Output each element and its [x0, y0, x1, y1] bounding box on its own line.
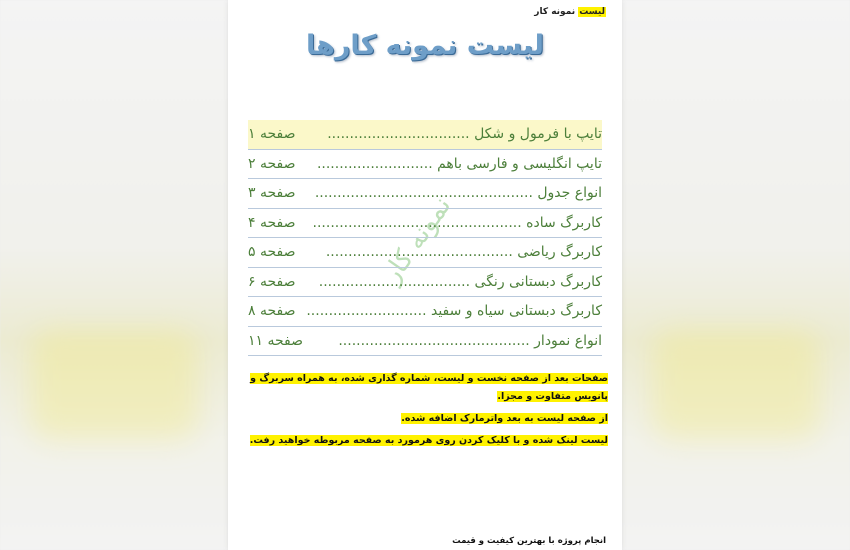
toc-item-title: تایپ با فرمول و شکل ................................ [327, 126, 602, 142]
toc-item-page: صفحه ۵ [248, 244, 296, 260]
toc-item-page: صفحه ۲ [248, 155, 296, 172]
watermark: نمونه کار [376, 191, 458, 289]
toc-item-page: صفحه ۴ [248, 214, 296, 231]
toc-item-page: صفحه ۳ [248, 185, 296, 201]
note-text: لیست لینک شده و با کلیک کردن روی هرمورد به صفحه مربوطه خواهید رفت. [249, 435, 608, 446]
toc-item[interactable] [248, 209, 602, 239]
toc-item[interactable] [248, 120, 602, 150]
toc-item-title: کاربرگ ساده ............................................... [312, 214, 602, 231]
toc-item[interactable] [248, 238, 602, 268]
toc-item-title: کاربرگ دبستانی سیاه و سفید ........................... [306, 303, 602, 319]
background-right [622, 0, 850, 550]
note-paragraph [246, 410, 608, 428]
page-title: لیست نمونه کارها [306, 30, 544, 61]
note-paragraph [246, 432, 608, 450]
toc-item[interactable] [248, 150, 602, 180]
toc-item[interactable] [248, 268, 602, 298]
header-highlight: لیست [579, 7, 605, 17]
notes-block [246, 370, 608, 454]
toc-item[interactable] [248, 327, 602, 357]
page-footer: انجام پروژه با بهترین کیفیت و قیمت [452, 536, 606, 546]
toc-item[interactable] [248, 297, 602, 327]
toc-item[interactable] [248, 179, 602, 209]
toc-item-page: صفحه ۱۱ [248, 332, 304, 349]
toc-item-page: صفحه ۱ [248, 126, 296, 142]
document-page [228, 0, 622, 550]
toc-item-page: صفحه ۸ [248, 303, 296, 319]
toc-item-title: انواع جدول ................................................. [314, 185, 602, 201]
note-text: صفحات بعد از صفحه نخست و لیست، شماره گذاری شده، به همراه سربرگ و پانویس متفاوت و مجزا. [250, 373, 608, 402]
page-header [534, 7, 606, 17]
note-paragraph [246, 370, 608, 406]
table-of-contents [248, 120, 602, 356]
toc-item-title: کاربرگ ریاضی .......................................... [325, 244, 602, 260]
toc-item-title: انواع نمودار ........................................... [338, 332, 602, 349]
note-text: از صفحه لیست به بعد واترمارک اضافه شده. [401, 413, 608, 424]
toc-item-title: تایپ انگلیسی و فارسی باهم .......................... [316, 155, 602, 172]
toc-item-page: صفحه ۶ [248, 273, 296, 290]
header-rest: نمونه کار [534, 7, 579, 17]
toc-item-title: کاربرگ دبستانی رنگی .................................. [318, 273, 602, 290]
background-left [0, 0, 228, 550]
